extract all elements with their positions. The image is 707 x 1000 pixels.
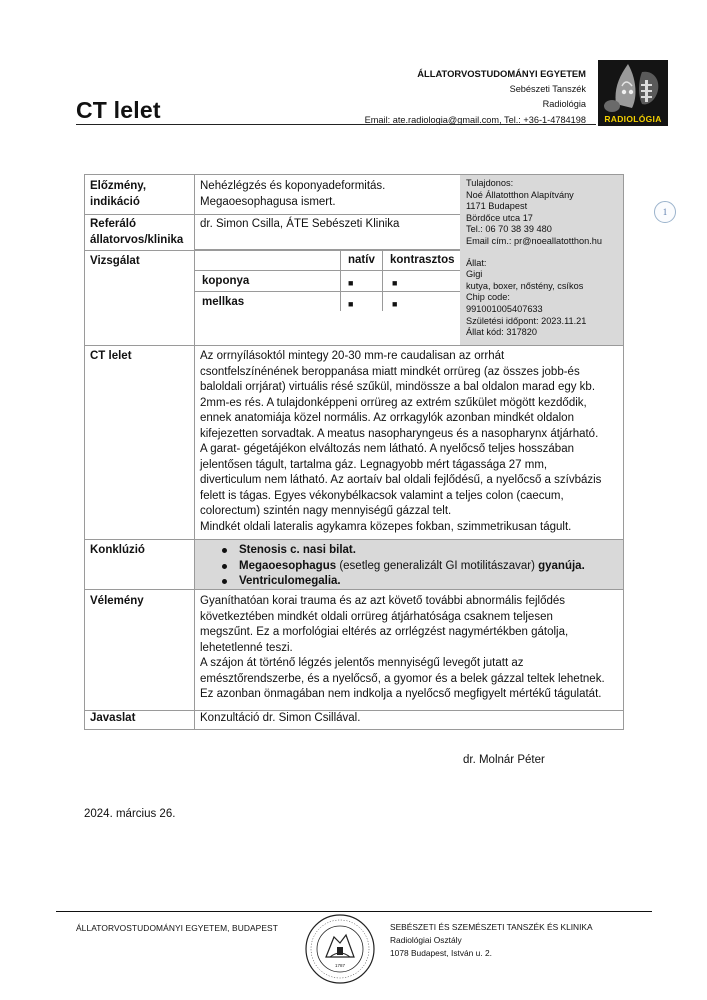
thorax-contrast-mark: ■	[392, 299, 398, 309]
department-name: Sebészeti Tanszék	[509, 83, 586, 94]
owner-name: Noé Állatotthon Alapítvány	[466, 189, 574, 200]
radiology-logo-icon	[598, 60, 668, 116]
animal-description: kutya, boxer, nőstény, csíkos	[466, 280, 584, 291]
conclusion-label: Konklúzió	[90, 544, 145, 556]
radiology-logo	[598, 60, 668, 126]
report-table	[84, 174, 624, 729]
footer-institution: ÁLLATORVOSTUDOMÁNYI EGYETEM, BUDAPEST	[76, 923, 278, 933]
animal-label: Állat:	[466, 257, 487, 268]
referring-row	[84, 214, 624, 250]
svg-text:1787: 1787	[334, 963, 346, 968]
signature-name: dr. Molnár Péter	[463, 754, 545, 766]
conclusion-list	[220, 543, 585, 590]
exam-grid	[194, 249, 460, 311]
footer-unit: Radiológiai Osztály	[390, 935, 462, 945]
opinion-text: Gyaníthatóan korai trauma és az azt követő további abnormális fejlődés következtében mindkét oldali orrüreg átjárhatósága csaknem teljesen megszűnt. Ez a morfológiai eltérés az orrlégzést nagymértékben gátolja, lehetetlenné teszi. A szájon át történő légzés jelentős mennyiségű levegőt jutatt az emésztőrendszerbe, és a nyelőcső, a gyomor és a belek gázzal teltek lehetnek. Ez azonban önmagában nem indkolja a nyelőcső megfigyelt mértékű tágulatát.	[200, 595, 605, 700]
ct-report-text: Az orrnyílásoktól mintegy 20-30 mm-re caudalisan az orrhát csontfelszínénének beroppanása miatt mindkét orrüreg (az összes jobb-és baloldali orrjárat) virtuális résé szűkül, mindössze a bal oldalon marad egy kb. 2mm-es rés. A tulajdonképpeni orrüreg az extrém szűkület mögött kezdődik, ennek anatomiája közel normális. Az orrkagylók azonban mindkét oldalon kifejezetten sorvadtak. A meatus nasopharyngeus és a nasopharynx átjárható. A garat- gégetájékon elváltozás nem látható. A nyelőcső teljes hosszában jelentősen tágult, tartalma gáz. Legnagyobb mért tágassága 27 mm, diverticulum nem látható. Az aortaív bal oldali fejlődésű, a nyelőcső a szívbázis felett is tágas. Egyes vékonybélkacsok valamint a teljes colon (caecum, colorectum) szintén nagy mennyiségű gázzal telt. Mindkét oldali lateralis agykamra közepes fokban, szimmetrikusan tágult.	[200, 350, 602, 533]
skull-contrast-mark: ■	[392, 278, 398, 288]
referring-value: dr. Simon Csilla, ÁTE Sebészeti Klinika	[200, 218, 400, 230]
footer-divider	[56, 911, 652, 912]
exam-col-native: natív	[348, 254, 375, 266]
footer-department-block	[390, 921, 593, 960]
institution-block	[365, 66, 586, 128]
exam-col-contrast: kontrasztos	[390, 254, 455, 266]
exam-row-thorax: mellkas	[202, 296, 245, 308]
history-label: Előzmény, indikáció	[90, 180, 147, 208]
birth-date: Születési időpont: 2023.11.21	[466, 315, 587, 326]
owner-city: 1171 Budapest	[466, 201, 528, 212]
animal-name: Gigi	[466, 269, 483, 280]
exam-label: Vizsgálat	[90, 255, 140, 267]
conclusion-item: Megaoesophagus (esetleg generalizált GI motilitászavar) gyanúja.	[220, 559, 585, 575]
owner-email: Email cím.: pr@noeallatotthon.hu	[466, 235, 602, 246]
skull-native-mark: ■	[348, 278, 354, 288]
ct-report-row	[84, 345, 624, 539]
logo-text: RADIOLÓGIA	[604, 114, 662, 124]
unit-name: Radiológia	[542, 99, 586, 109]
university-seal-icon	[304, 913, 376, 985]
history-value: Nehézlégzés és koponyadeformitás. Megaoesophagusa ismert.	[200, 180, 386, 208]
footer-department: SEBÉSZETI ÉS SZEMÉSZETI TANSZÉK ÉS KLINIKA	[390, 922, 593, 932]
owner-street: Bördőce utca 17	[466, 212, 533, 223]
thorax-native-mark: ■	[348, 299, 354, 309]
recommendation-row	[84, 710, 624, 729]
chip-label: Chip code:	[466, 292, 510, 303]
animal-code: Állat kód: 317820	[466, 327, 538, 338]
opinion-label: Vélemény	[90, 595, 144, 607]
owner-phone: Tel.: 06 70 38 39 480	[466, 224, 552, 235]
chip-code: 991001005407633	[466, 303, 543, 314]
exam-row-skull: koponya	[202, 275, 250, 287]
conclusion-item: Stenosis c. nasi bilat.	[220, 543, 585, 559]
page-number-badge: 1	[654, 201, 676, 223]
ct-report-label: CT lelet	[90, 350, 132, 362]
conclusion-row	[84, 539, 624, 589]
footer-address: 1078 Budapest, István u. 2.	[390, 948, 492, 958]
report-date: 2024. március 26.	[84, 808, 176, 820]
contact-info: Email: ate.radiologia@gmail.com, Tel.: +36-1-4784198	[364, 114, 586, 125]
referring-label: Referáló állatorvos/klinika	[90, 218, 184, 246]
owner-label: Tulajdonos:	[466, 178, 514, 188]
header-divider	[76, 124, 596, 125]
page-title: CT lelet	[76, 97, 161, 123]
recommendation-value: Konzultáció dr. Simon Csillával.	[200, 712, 361, 724]
opinion-row	[84, 589, 624, 710]
history-row	[84, 174, 624, 214]
recommendation-label: Javaslat	[90, 712, 136, 724]
conclusion-item: Ventriculomegalia.	[220, 574, 585, 590]
institution-name: ÁLLATORVOSTUDOMÁNYI EGYETEM	[417, 68, 586, 79]
